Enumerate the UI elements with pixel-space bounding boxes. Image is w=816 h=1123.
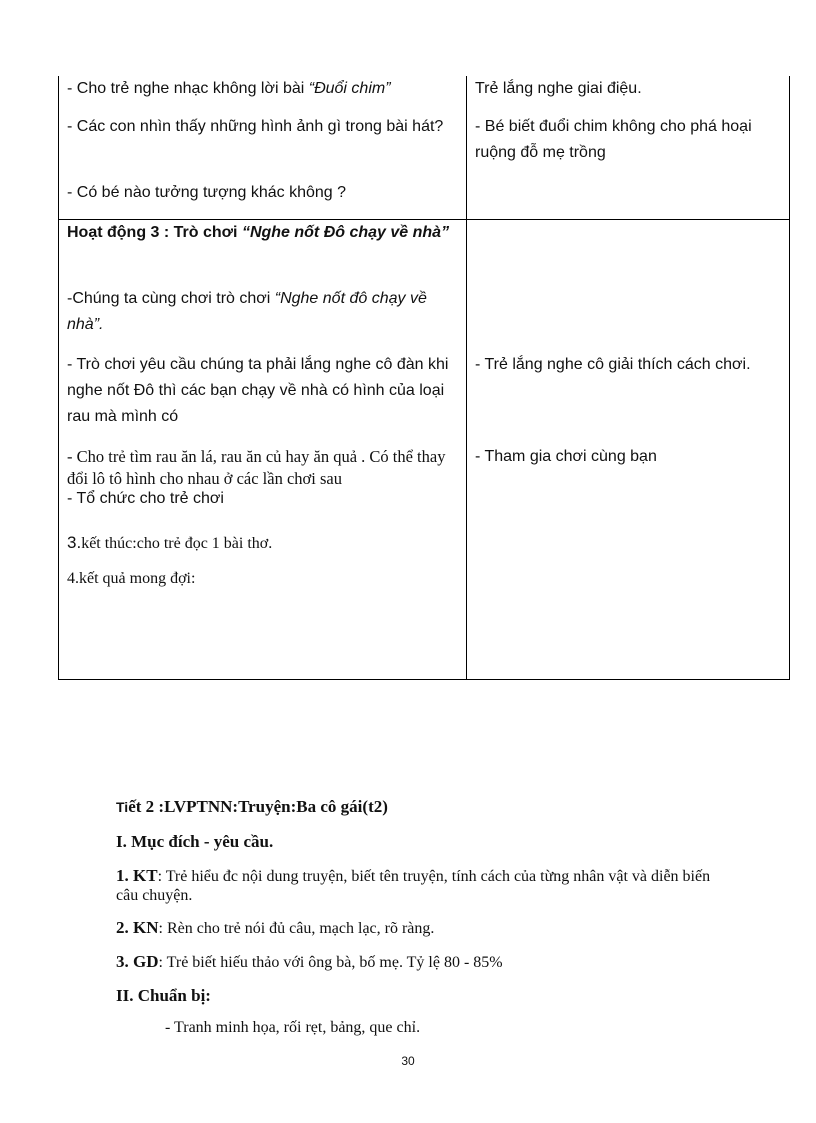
expected-result: 4.kết quả mong đợi: [67, 570, 196, 587]
organize-game: - Tổ chức cho trẻ chơi [67, 490, 224, 507]
game-play: - Cho trẻ tìm rau ăn lá, rau ăn củ hay ăn quả . Có thể thay đổi lô tô hình cho nhau ở các lần chơi sau [67, 447, 446, 488]
row1-left-line3: - Có bé nào tưởng tượng khác không ? [67, 184, 347, 201]
child-listen-explain: - Trẻ lắng nghe cô giải thích cách chơi. [475, 356, 751, 373]
row1-right-line1: Trẻ lắng nghe giai điệu. [475, 80, 642, 97]
kn-text: : Rèn cho trẻ nói đủ câu, mạch lạc, rõ ràng. [158, 920, 435, 937]
lesson-title-rest: ết 2 :LVPTNN:Truyện:Ba cô gái(t2) [128, 797, 388, 816]
kn-paragraph [116, 918, 726, 938]
activity-table [58, 76, 790, 680]
game-intro-title: “Nghe nốt đô chạy về nhà”. [67, 290, 427, 333]
gd-text: : Trẻ biết hiếu thảo với ông bà, bố mẹ. Tỷ lệ 80 - 85% [158, 954, 503, 971]
page-number: 30 [401, 1054, 415, 1068]
listen-music-text: - Cho trẻ nghe nhạc không lời bài [67, 80, 309, 97]
kt-paragraph [116, 866, 726, 905]
song-title: “Đuổi chim” [308, 80, 391, 97]
activity3-label: Hoạt động 3 : Trò chơi [67, 224, 242, 241]
preparation-item: - Tranh minh họa, rối rẹt, bảng, que chỉ. [165, 1019, 421, 1036]
kt-text: : Trẻ hiểu đc nội dung truyện, biết tên truyện, tính cách của từng nhân vật và diễn biến câu chuyện. [116, 868, 711, 904]
section-preparation: II. Chuẩn bị: [116, 986, 211, 1005]
column-divider [466, 76, 467, 679]
kn-label: 2. KN [116, 918, 159, 937]
game-intro-text: -Chúng ta cùng chơi trò chơi [67, 290, 275, 307]
game-intro [67, 286, 461, 338]
game-title: “Nghe nốt Đô chạy về nhà” [241, 224, 450, 241]
gd-label: 3. GD [116, 952, 159, 971]
ending-number: 3. [67, 533, 82, 552]
row1-left-line1 [67, 76, 461, 102]
lesson-title [116, 797, 388, 817]
ending-line [67, 530, 461, 557]
row1-right-line2: - Bé biết đuổi chim không cho phá hoại ruộng đỗ mẹ trồng [475, 118, 752, 161]
kt-label: 1. KT [116, 866, 158, 885]
game-rule: - Trò chơi yêu cầu chúng ta phải lắng nghe cô đàn khi nghe nốt Đô thì các bạn chạy về nhà có hình của loại rau mà mình có [67, 356, 449, 425]
section-purpose: I. Mục đích - yêu cầu. [116, 832, 274, 851]
gd-paragraph [116, 952, 726, 972]
lesson-title-prefix: Ti [116, 799, 129, 815]
activity3-heading [67, 220, 461, 246]
row1-left-line2: - Các con nhìn thấy những hình ảnh gì trong bài hát? [67, 118, 444, 135]
child-join-play: - Tham gia chơi cùng bạn [475, 448, 657, 465]
ending-text: kết thúc:cho trẻ đọc 1 bài thơ. [81, 535, 273, 552]
